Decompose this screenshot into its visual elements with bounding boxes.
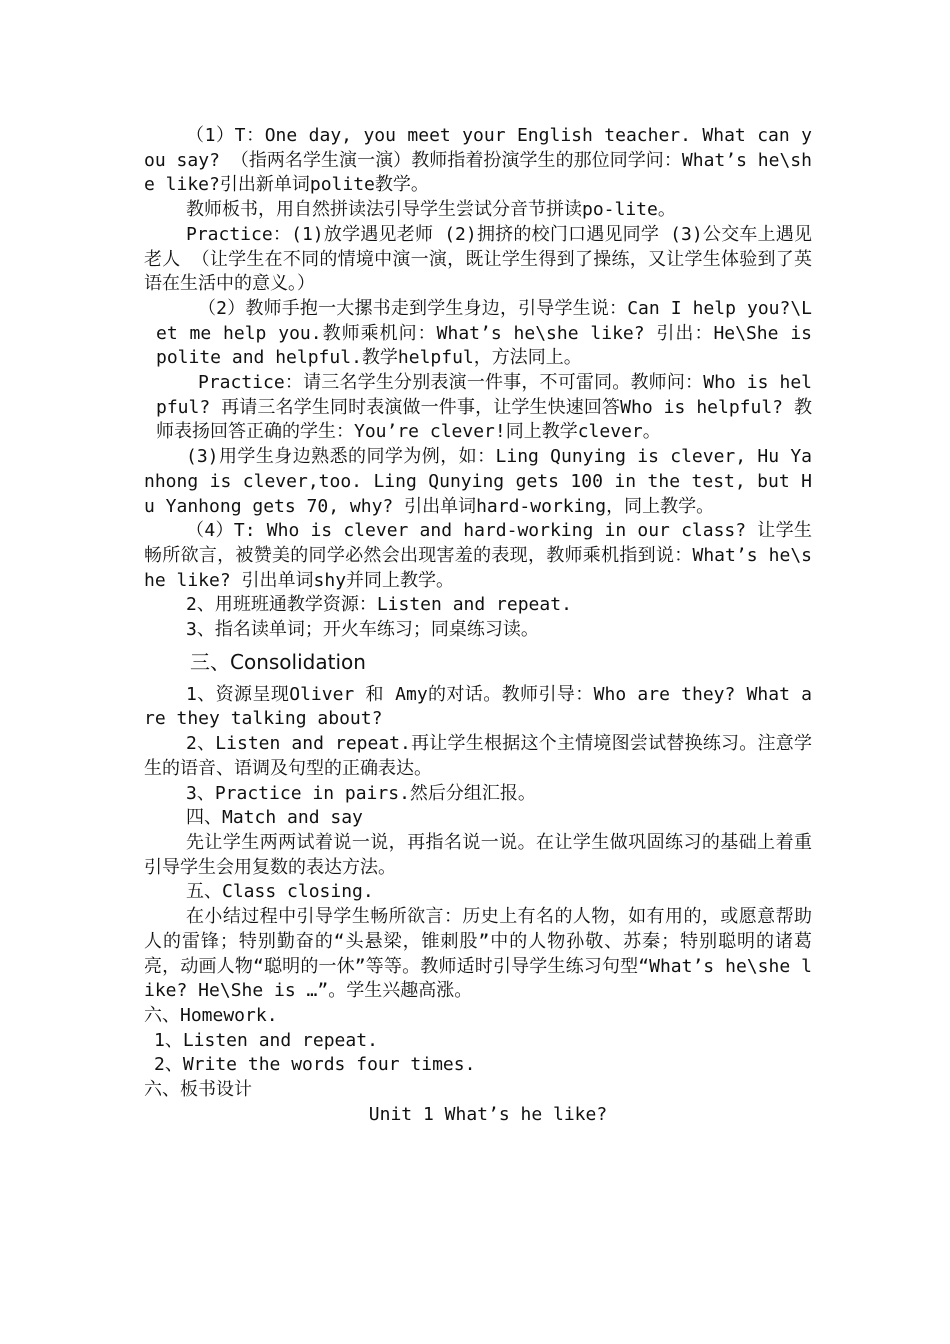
paragraph-practice-pairs: 3、Practice in pairs.然后分组汇报。 xyxy=(186,782,536,804)
section-heading-homework: 六、Homework. xyxy=(144,1004,278,1026)
paragraph-listen-repeat: 2、Listen and repeat.再让学生根据这个主情境图尝试替换练习。注意学生的语音、语调及句型的正确表达。 xyxy=(144,733,812,779)
paragraph-dialogue: 1、资源呈现Oliver 和 Amy的对话。教师引导：Who are they? What are they talking about? xyxy=(144,683,812,730)
homework-item-1: 1、Listen and repeat. xyxy=(154,1029,378,1051)
paragraph-practice-polite: Practice：(1)放学遇见老师 (2)拥挤的校门口遇见同学 (3)公交车上遇见老人 （让学生在不同的情境中演一演，既让学生得到了操练，又让学生体验到了英语在生活中的意义。） xyxy=(144,223,812,295)
paragraph-practice-helpful: Practice：请三名学生分别表演一件事，不可雷同。教师问：Who is helpful? 再请三名学生同时表演做一件事，让学生快速回答Who is helpful? 教师表扬回答正确的学生：You’re clever!同上教学clever。 xyxy=(156,372,812,443)
document-page xyxy=(144,124,812,1127)
paragraph-activity-3: (3)用学生身边熟悉的同学为例，如：Ling Qunying is clever, Hu Yanhong is clever,too. Ling Qunying gets 100 in the test, but Hu Yanhong gets 70, why? 引出单词hard-working，同上教学。 xyxy=(144,446,812,517)
section-heading-blackboard: 六、板书设计 xyxy=(144,1079,252,1101)
paragraph-resource-listen: 2、用班班通教学资源：Listen and repeat. xyxy=(186,594,572,616)
paragraph-activity-4: （4）T: Who is clever and hard-working in our class? 让学生畅所欲言，被赞美的同学必然会出现害羞的表现，教师乘机指到说：What’s he\she like? 引出单词shy并同上教学。 xyxy=(144,520,812,591)
paragraph-activity-2: （2）教师手抱一大摞书走到学生身边，引导学生说：Can I help you?\Let me help you.教师乘机问：What’s he\she like? 引出：He\She is polite and helpful.教学helpful，方法同上。 xyxy=(156,297,812,369)
paragraph-class-closing: 在小结过程中引导学生畅所欲言：历史上有名的人物，如有用的，或愿意帮助人的雷锋；特别勤奋的“头悬梁，锥刺股”中的人物孙敬、苏秦；特别聪明的诸葛亮，动画人物“聪明的一休”等等。教师适时引导学生练习句型“What’s he\she like? He\She is …”。学生兴趣高涨。 xyxy=(144,906,812,1002)
section-heading-match-say: 四、Match and say xyxy=(186,807,363,829)
homework-item-2: 2、Write the words four times. xyxy=(154,1054,476,1076)
paragraph-activity-1: （1）T：One day, you meet your English teacher. What can you say? （指两名学生演一演）教师指着扮演学生的那位同学问：What’s he\she like?引出新单词polite教学。 xyxy=(144,125,812,196)
paragraph-blackboard-spelling: 教师板书，用自然拼读法引导学生尝试分音节拼读po-lite。 xyxy=(186,199,676,221)
paragraph-read-words: 3、指名读单词；开火车练习；同桌练习读。 xyxy=(186,619,539,641)
section-heading-class-closing: 五、Class closing. xyxy=(186,881,374,903)
section-heading-consolidation: 三、Consolidation xyxy=(190,649,366,674)
blackboard-unit-title: Unit 1 What’s he like? xyxy=(368,1103,608,1125)
paragraph-match-say: 先让学生两两试着说一说，再指名说一说。在让学生做巩固练习的基础上着重引导学生会用复数的表达方法。 xyxy=(144,831,812,878)
